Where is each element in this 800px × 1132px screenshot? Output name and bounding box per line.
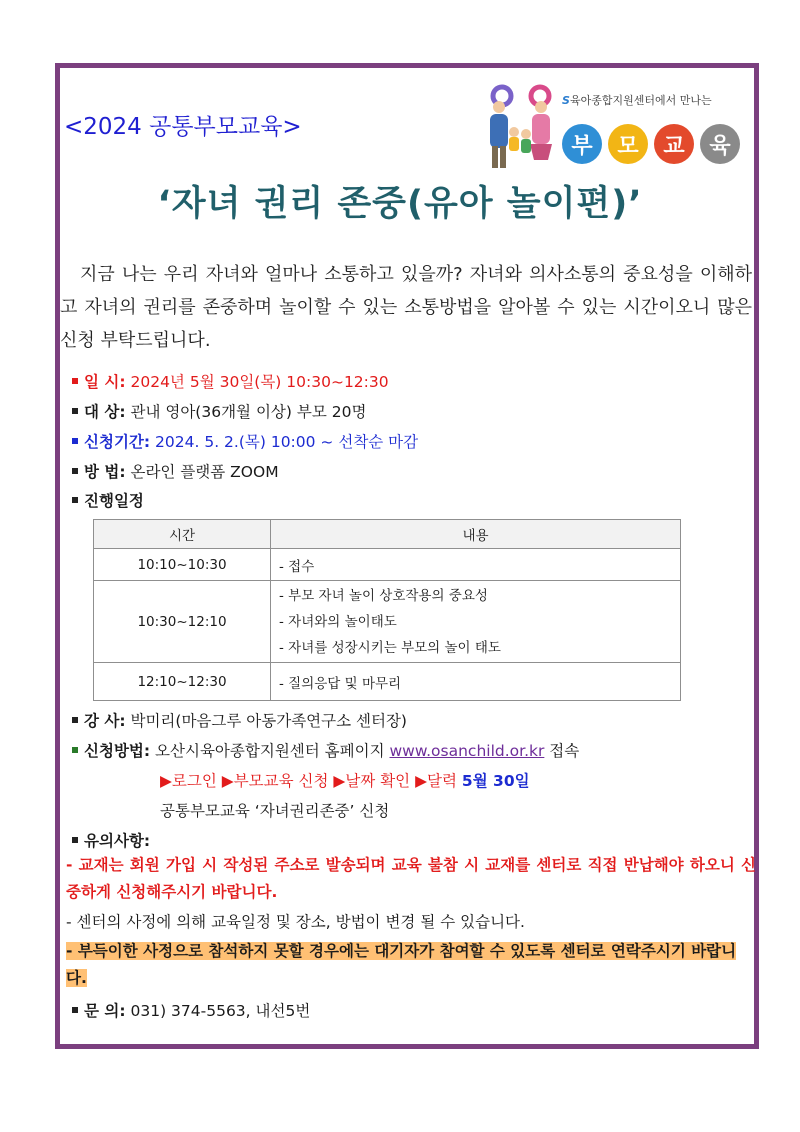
logo-letter-3: 교 bbox=[654, 124, 694, 164]
table-row bbox=[94, 581, 681, 663]
note-2: - 센터의 사정에 의해 교육일정 및 장소, 방법이 변경 될 수 있습니다. bbox=[66, 913, 525, 931]
lecturer: 강 사: 박미리(마음그루 아동가족연구소 센터장) bbox=[72, 709, 407, 731]
bullet-icon bbox=[72, 717, 78, 723]
logo-letters bbox=[562, 124, 740, 164]
bullet-icon bbox=[72, 468, 78, 474]
bullet-icon bbox=[72, 837, 78, 843]
table-row bbox=[94, 663, 681, 701]
parent-education-logo bbox=[480, 80, 742, 172]
row-time: 12:10~12:30 bbox=[94, 663, 271, 701]
homepage-link[interactable]: www.osanchild.or.kr bbox=[389, 742, 545, 760]
step-apply: ▶부모교육 신청 bbox=[221, 772, 329, 790]
logo-caption: S육아종합지원센터에서 만나는 bbox=[562, 94, 712, 107]
schedule-table bbox=[93, 519, 681, 701]
contact: 문 의: 031) 374-5563, 내선5번 bbox=[72, 999, 310, 1021]
table-header-row bbox=[94, 520, 681, 549]
logo-letter-2: 모 bbox=[608, 124, 648, 164]
main-title: ‘자녀 권리 존중(유아 놀이편)’ bbox=[157, 184, 643, 224]
row-content: - 접수 bbox=[271, 549, 681, 581]
series-heading: <2024 공통부모교육> bbox=[64, 114, 302, 140]
header-content: 내용 bbox=[271, 520, 681, 549]
info-date: 일 시: 2024년 5월 30일(목) 10:30~12:30 bbox=[72, 370, 389, 392]
bullet-icon bbox=[72, 497, 78, 503]
info-target: 대 상: 관내 영아(36개월 이상) 부모 20명 bbox=[72, 400, 366, 422]
bullet-icon bbox=[72, 378, 78, 384]
logo-letter-4: 육 bbox=[700, 124, 740, 164]
bullet-icon bbox=[72, 408, 78, 414]
row-content: - 질의응답 및 마무리 bbox=[271, 663, 681, 701]
table-row bbox=[94, 549, 681, 581]
calendar-date: 5월 30일 bbox=[461, 772, 530, 790]
step-date-check: ▶날짜 확인 bbox=[333, 772, 411, 790]
apply-method: 신청방법: 오산시육아종합지원센터 홈페이지 www.osanchild.or.kr 접속 bbox=[72, 739, 579, 761]
apply-final: 공통부모교육 ‘자녀권리존중’ 신청 bbox=[160, 802, 390, 820]
bullet-icon bbox=[72, 438, 78, 444]
note-3: - 부득이한 사정으로 참석하지 못할 경우에는 대기자가 참여할 수 있도록 센터로 연락주시기 바랍니다. bbox=[66, 942, 737, 987]
schedule-label: 진행일정 bbox=[72, 489, 144, 511]
row-time: 10:10~10:30 bbox=[94, 549, 271, 581]
logo-letter-1: 부 bbox=[562, 124, 602, 164]
notes-label: 유의사항: bbox=[72, 829, 150, 851]
row-time: 10:30~12:10 bbox=[94, 581, 271, 663]
step-calendar: ▶달력 bbox=[415, 772, 457, 790]
info-method: 방 법: 온라인 플랫폼 ZOOM bbox=[72, 460, 279, 482]
bullet-icon bbox=[72, 747, 78, 753]
row-content: - 부모 자녀 놀이 상호작용의 중요성 - 자녀와의 놀이태도 - 자녀를 성장시키는 부모의 놀이 태도 bbox=[271, 581, 681, 663]
note-1: - 교재는 회원 가입 시 작성된 주소로 발송되며 교육 불참 시 교재를 센터로 직접 반납해야 하오니 신중하게 신청해주시기 바랍니다. bbox=[66, 856, 756, 901]
step-login: ▶로그인 bbox=[160, 772, 217, 790]
bullet-icon bbox=[72, 1007, 78, 1013]
intro-paragraph: 지금 나는 우리 자녀와 얼마나 소통하고 있을까? 자녀와 의사소통의 중요성을 이해하고 자녀의 권리를 존중하며 놀이할 수 있는 소통방법을 알아볼 수 있는 시간이오니 많은 신청 부탁드립니다. bbox=[60, 264, 752, 351]
apply-steps bbox=[160, 769, 530, 791]
logo-mark-icon: S bbox=[562, 94, 570, 107]
info-period: 신청기간: 2024. 5. 2.(목) 10:00 ~ 선착순 마감 bbox=[72, 430, 418, 452]
header-time: 시간 bbox=[94, 520, 271, 549]
